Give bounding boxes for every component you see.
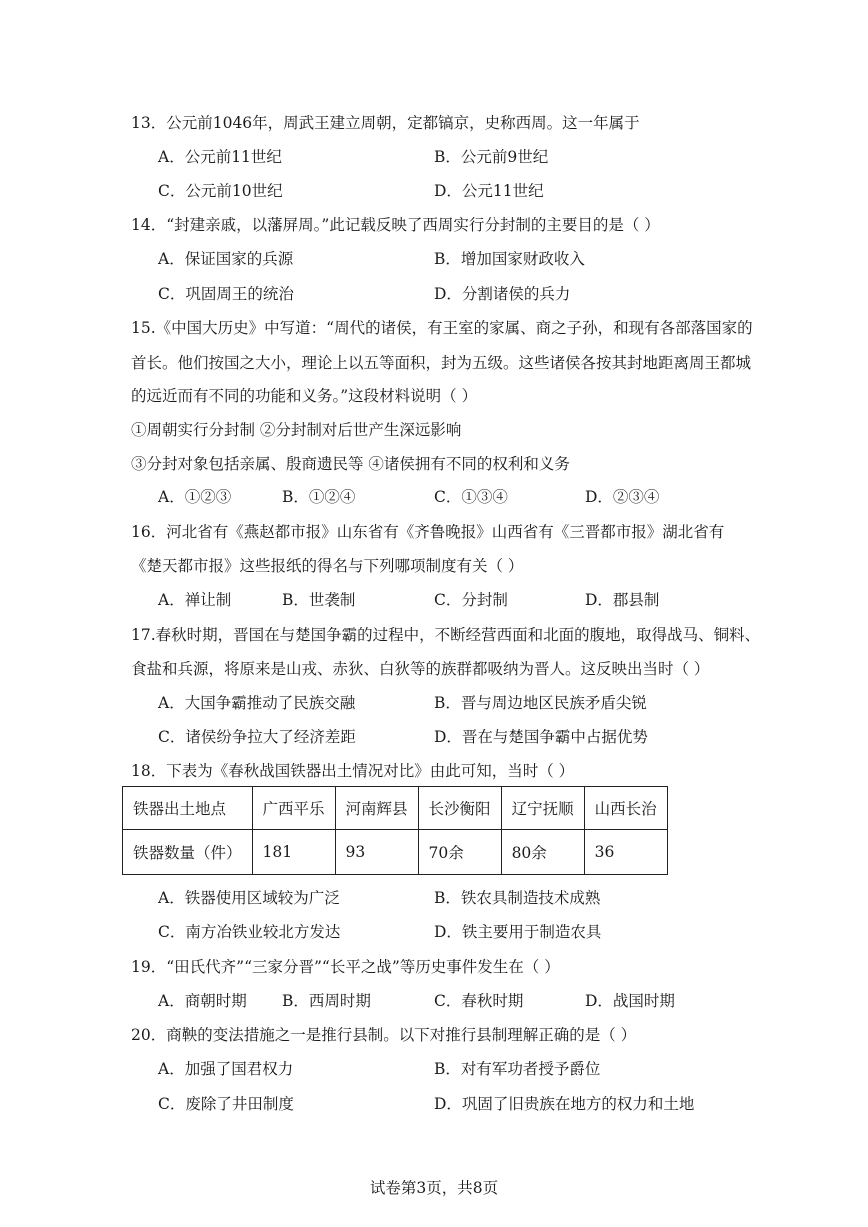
question-20-option-a: A．加强了国君权力 — [158, 1060, 294, 1078]
table-cell: 36 — [584, 830, 667, 875]
page-footer: 试卷第3页，共8页 — [369, 1179, 499, 1197]
question-20-option-d: D．巩固了旧贵族在地方的权力和土地 — [434, 1095, 695, 1113]
table-header-cell: 山西长治 — [584, 787, 667, 830]
iron-artifacts-table — [122, 786, 668, 875]
question-19-option-c: C．春秋时期 — [434, 992, 524, 1010]
question-16-stem-line-1: 16．河北省有《燕赵都市报》山东省有《齐鲁晚报》山西省有《三晋都市报》湖北省有 — [131, 523, 725, 541]
question-14-option-c: C．巩固周王的统治 — [158, 285, 294, 303]
table-header-row — [123, 787, 668, 830]
question-14-stem: 14．“封建亲戚，以藩屏周。”此记载反映了西周实行分封制的主要目的是（ ） — [131, 216, 660, 234]
table-header-cell: 广西平乐 — [252, 787, 335, 830]
question-15-stem-line-1: 15.《中国大历史》中写道：“周代的诸侯，有王室的家属、商之子孙，和现有各部落国家的 — [131, 319, 753, 337]
table-cell: 93 — [335, 830, 418, 875]
question-18-option-d: D．铁主要用于制造农具 — [434, 923, 602, 941]
question-15-stem-line-2: 首长。他们按国之大小，理论上以五等面积，封为五级。这些诸侯各按其封地距离周王都城 — [131, 354, 752, 372]
question-15-option-b: B．①②④ — [282, 488, 356, 506]
question-19-option-b: B．西周时期 — [282, 992, 371, 1010]
table-cell: 70余 — [418, 830, 501, 875]
question-19-option-d: D．战国时期 — [585, 992, 675, 1010]
question-15-option-d: D．②③④ — [585, 488, 660, 506]
table-header-cell: 铁器出土地点 — [123, 787, 253, 830]
table-cell: 80余 — [501, 830, 584, 875]
question-20-option-b: B．对有军功者授予爵位 — [434, 1060, 601, 1078]
table-header-cell: 辽宁抚顺 — [501, 787, 584, 830]
question-16-option-a: A．禅让制 — [158, 591, 232, 609]
question-13-option-b: B．公元前9世纪 — [434, 148, 549, 166]
question-18-option-b: B．铁农具制造技术成熟 — [434, 889, 601, 907]
question-16-stem-line-2: 《楚天都市报》这些报纸的得名与下列哪项制度有关（ ） — [131, 557, 524, 575]
table-cell: 铁器数量（件） — [123, 830, 253, 875]
question-16-option-c: C．分封制 — [434, 591, 508, 609]
question-13-option-d: D．公元11世纪 — [434, 182, 544, 200]
question-14-option-a: A．保证国家的兵源 — [158, 250, 294, 268]
question-15-option-a: A．①②③ — [158, 488, 232, 506]
question-17-option-b: B．晋与周边地区民族矛盾尖锐 — [434, 694, 647, 712]
question-16-option-b: B．世袭制 — [282, 591, 356, 609]
table-header-cell: 河南辉县 — [335, 787, 418, 830]
question-15-stem-line-3: 的远近而有不同的功能和义务。”这段材料说明（ ） — [131, 387, 478, 405]
question-13-stem: 13．公元前1046年，周武王建立周朝，定都镐京，史称西周。这一年属于 — [131, 114, 640, 132]
question-19-stem: 19．“田氏代齐”“三家分晋”“长平之战”等历史事件发生在（ ） — [131, 958, 560, 976]
table-header-cell: 长沙衡阳 — [418, 787, 501, 830]
question-15-statement-1-2: ①周朝实行分封制 ②分封制对后世产生深远影响 — [131, 421, 462, 439]
question-18-stem: 18．下表为《春秋战国铁器出土情况对比》由此可知，当时（ ） — [131, 762, 575, 780]
question-15-option-c: C．①③④ — [434, 488, 508, 506]
question-17-option-c: C．诸侯纷争拉大了经济差距 — [158, 728, 356, 746]
question-14-option-b: B．增加国家财政收入 — [434, 250, 585, 268]
question-16-option-d: D．郡县制 — [585, 591, 660, 609]
question-13-option-c: C．公元前10世纪 — [158, 182, 283, 200]
question-18-option-a: A．铁器使用区域较为广泛 — [158, 889, 340, 907]
question-14-option-d: D．分割诸侯的兵力 — [434, 285, 571, 303]
question-18-option-c: C．南方冶铁业较北方发达 — [158, 923, 341, 941]
question-13-option-a: A．公元前11世纪 — [158, 148, 282, 166]
question-20-option-c: C．废除了井田制度 — [158, 1095, 294, 1113]
table-cell: 181 — [252, 830, 335, 875]
question-17-option-a: A．大国争霸推动了民族交融 — [158, 694, 356, 712]
question-15-statement-3-4: ③分封对象包括亲属、殷商遗民等 ④诸侯拥有不同的权利和义务 — [131, 455, 570, 473]
question-17-stem-line-1: 17.春秋时期，晋国在与楚国争霸的过程中，不断经营西面和北面的腹地，取得战马、铜料、 — [131, 626, 761, 644]
table-row — [123, 830, 668, 875]
question-20-stem: 20．商鞅的变法措施之一是推行县制。以下对推行县制理解正确的是（ ） — [131, 1026, 637, 1044]
question-17-option-d: D．晋在与楚国争霸中占据优势 — [434, 728, 648, 746]
question-17-stem-line-2: 食盐和兵源，将原来是山戎、赤狄、白狄等的族群都吸纳为晋人。这反映出当时（ ） — [131, 660, 710, 678]
question-19-option-a: A．商朝时期 — [158, 992, 247, 1010]
